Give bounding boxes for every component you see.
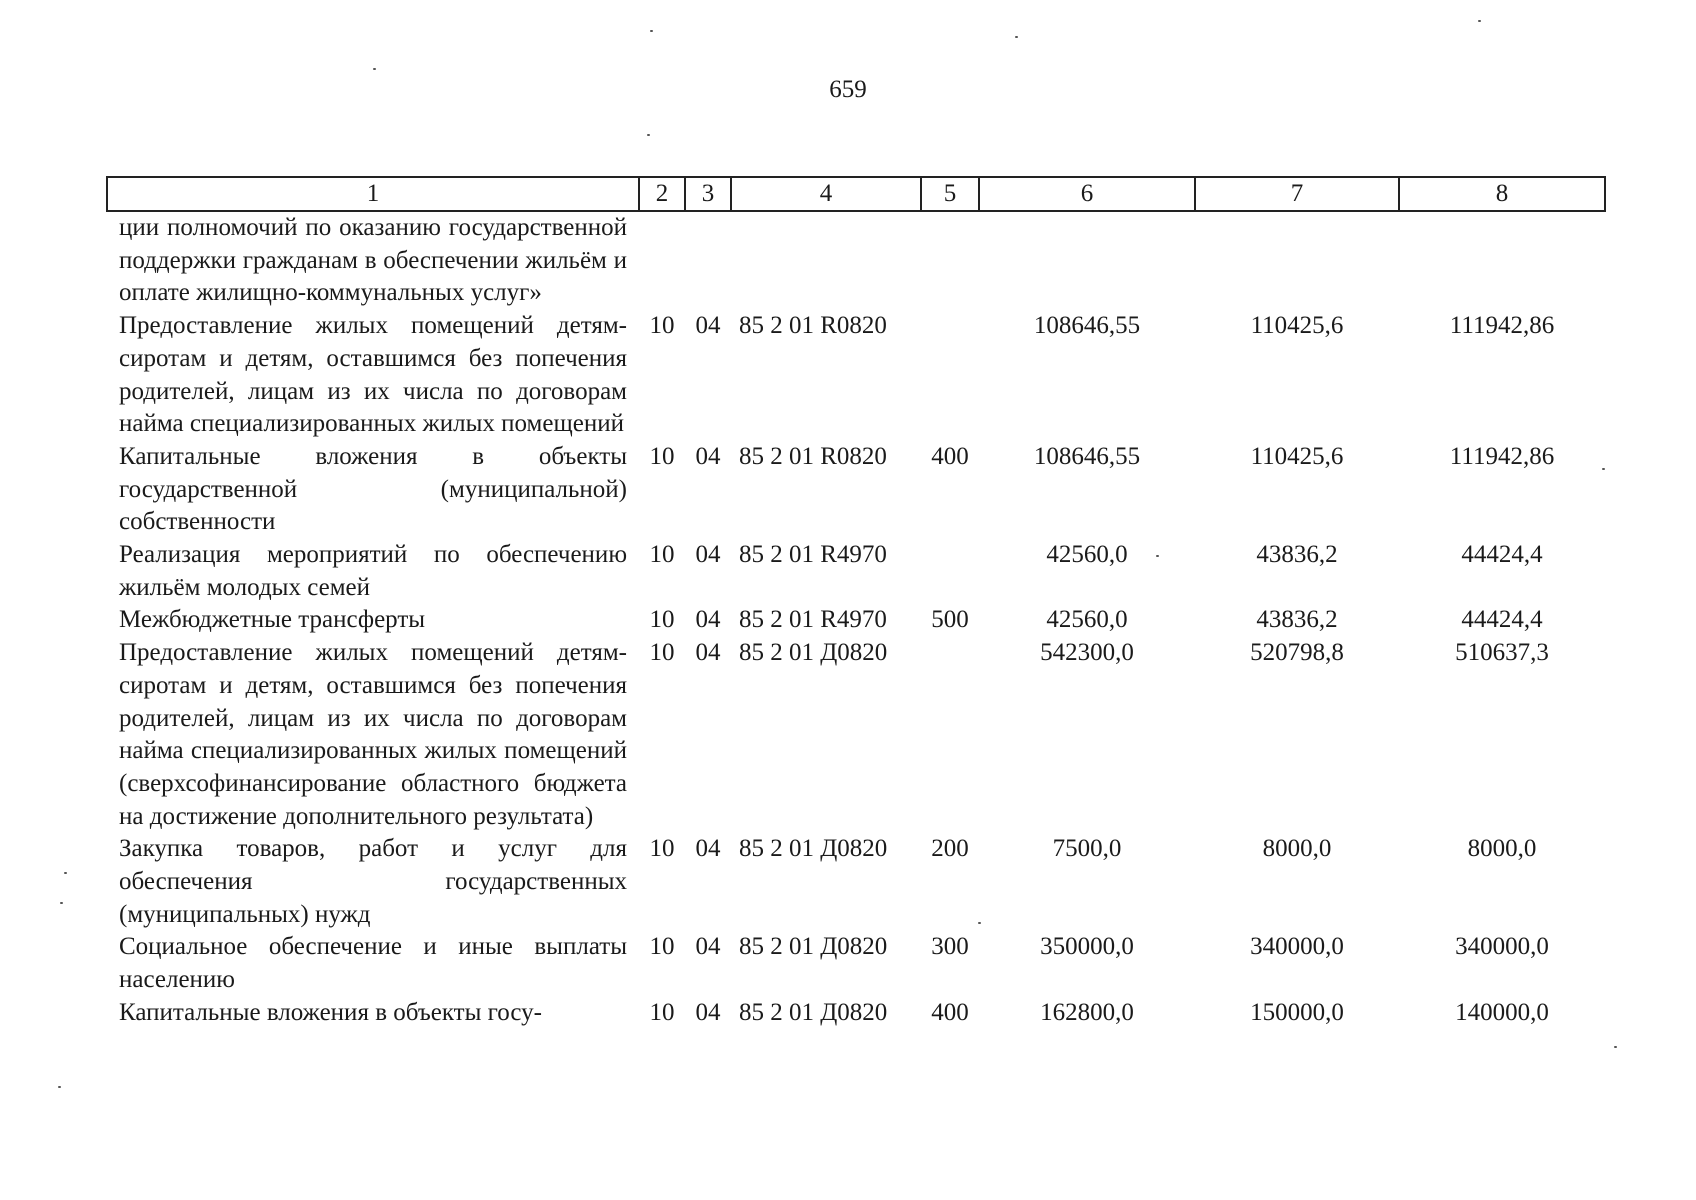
table-row	[107, 211, 1605, 310]
cell-section: 10	[649, 606, 675, 634]
header-col-5: 5	[921, 177, 979, 211]
cell-amount-6: 542300,0	[1040, 639, 1134, 667]
scan-speck	[1602, 468, 1605, 470]
header-col-7: 7	[1195, 177, 1399, 211]
cell-subsection: 04	[695, 639, 721, 667]
scan-speck	[650, 30, 653, 32]
header-col-2: 2	[639, 177, 685, 211]
cell-amount-7: 8000,0	[1262, 835, 1332, 863]
cell-amount-8: 44424,4	[1461, 541, 1543, 569]
cell-expense-type: 500	[931, 606, 969, 634]
cell-amount-6: 108646,55	[1033, 312, 1141, 340]
cell-section: 10	[649, 639, 675, 667]
scan-speck	[60, 902, 63, 904]
cell-amount-8: 44424,4	[1461, 606, 1543, 634]
cell-amount-7: 520798,8	[1250, 639, 1344, 667]
scan-speck	[373, 68, 376, 70]
cell-expense-type: 200	[931, 835, 969, 863]
cell-amount-8: 340000,0	[1455, 933, 1549, 961]
cell-expense-type	[921, 310, 979, 441]
cell-section	[639, 211, 685, 310]
cell-amount-7: 43836,2	[1256, 606, 1338, 634]
page-number: 659	[829, 76, 867, 103]
cell-amount-8: 8000,0	[1467, 835, 1537, 863]
cell-expense-type: 400	[931, 998, 969, 1026]
cell-amount-7: 110425,6	[1250, 312, 1344, 340]
row-description: Межбюджетные трансферты	[119, 606, 426, 634]
cell-target-code: 85 2 01 R0820	[739, 312, 887, 340]
cell-amount-8: 111942,86	[1449, 442, 1555, 470]
cell-amount-7	[1195, 211, 1399, 310]
table-row	[107, 441, 1605, 539]
header-col-6: 6	[979, 177, 1195, 211]
cell-expense-type: 300	[931, 933, 969, 961]
cell-amount-6: 350000,0	[1040, 933, 1134, 961]
row-description: Закупка товаров, работ и услуг для обеспечения государственных (муниципальных) нужд	[119, 835, 627, 928]
cell-subsection	[685, 211, 731, 310]
cell-subsection: 04	[695, 312, 721, 340]
table-row	[107, 604, 1605, 637]
cell-subsection: 04	[695, 998, 721, 1026]
cell-target-code	[731, 211, 921, 310]
scan-speck	[647, 134, 650, 136]
table-header	[107, 177, 1605, 211]
cell-amount-8: 111942,86	[1449, 312, 1555, 340]
cell-amount-6: 7500,0	[1052, 835, 1122, 863]
cell-amount-6	[979, 211, 1195, 310]
scan-speck	[978, 922, 981, 924]
scan-speck	[1015, 36, 1018, 38]
cell-subsection: 04	[695, 835, 721, 863]
header-col-4: 4	[731, 177, 921, 211]
cell-section: 10	[649, 442, 675, 470]
cell-amount-7: 43836,2	[1256, 541, 1338, 569]
cell-amount-7: 150000,0	[1250, 998, 1344, 1026]
cell-target-code: 85 2 01 R4970	[739, 606, 887, 634]
scan-speck	[58, 1086, 61, 1088]
cell-subsection: 04	[695, 606, 721, 634]
cell-amount-6: 42560,0	[1046, 606, 1128, 634]
cell-section: 10	[649, 933, 675, 961]
cell-target-code: 85 2 01 Д0820	[739, 998, 888, 1026]
cell-amount-7: 340000,0	[1250, 933, 1344, 961]
cell-subsection: 04	[695, 442, 721, 470]
cell-amount-8: 510637,3	[1455, 639, 1549, 667]
header-col-1: 1	[107, 177, 639, 211]
cell-expense-type: 400	[931, 442, 969, 470]
scan-speck	[64, 872, 67, 874]
header-col-8: 8	[1399, 177, 1605, 211]
cell-section: 10	[649, 541, 675, 569]
table-row	[107, 539, 1605, 604]
table-row	[107, 931, 1605, 996]
header-col-3: 3	[685, 177, 731, 211]
cell-amount-7: 110425,6	[1250, 442, 1344, 470]
cell-section: 10	[649, 998, 675, 1026]
row-description: Социальное обеспечение и иные выплаты населению	[119, 933, 627, 994]
cell-amount-8	[1399, 211, 1605, 310]
cell-target-code: 85 2 01 Д0820	[739, 639, 888, 667]
scan-speck	[1156, 555, 1159, 557]
scan-speck	[1614, 1046, 1617, 1048]
table-body	[107, 211, 1605, 1030]
header-row	[107, 177, 1605, 211]
table-row	[107, 637, 1605, 833]
cell-target-code: 85 2 01 R0820	[739, 442, 887, 470]
scan-speck	[1478, 20, 1481, 22]
row-description: Предоставление жилых помещений детям-сиротам и детям, оставшимся без попечения родителей, лицам из их числа по договорам найма специализированных жилых помещений (сверхсофинансирование областного бюджета на достижение дополнительного результата)	[119, 639, 627, 830]
cell-amount-6: 162800,0	[1040, 998, 1134, 1026]
cell-subsection: 04	[695, 541, 721, 569]
cell-expense-type	[921, 637, 979, 833]
budget-table	[106, 176, 1606, 1030]
row-description: Реализация мероприятий по обеспечению жильём молодых семей	[119, 541, 627, 601]
cell-subsection: 04	[695, 933, 721, 961]
cell-amount-8: 140000,0	[1455, 998, 1549, 1026]
cell-section: 10	[649, 835, 675, 863]
row-description: ции полномочий по оказанию государственной поддержки гражданам в обеспечении жильём и оплате жилищно-коммунальных услуг»	[119, 214, 627, 307]
cell-amount-6: 108646,55	[1033, 442, 1141, 470]
row-description: Предоставление жилых помещений детям-сиротам и детям, оставшимся без попечения родителей, лицам из их числа по договорам найма специализированных жилых помещений	[119, 312, 627, 438]
table-row	[107, 310, 1605, 441]
cell-target-code: 85 2 01 Д0820	[739, 835, 888, 863]
cell-amount-6: 42560,0	[1046, 541, 1128, 569]
cell-target-code: 85 2 01 Д0820	[739, 933, 888, 961]
table-row	[107, 997, 1605, 1030]
cell-target-code: 85 2 01 R4970	[739, 541, 887, 569]
cell-expense-type	[921, 539, 979, 604]
table-row	[107, 833, 1605, 931]
cell-section: 10	[649, 312, 675, 340]
row-description: Капитальные вложения в объекты государственной (муниципальной) собственности	[119, 442, 627, 536]
row-description: Капитальные вложения в объекты госу-	[119, 998, 542, 1026]
cell-expense-type	[921, 211, 979, 310]
